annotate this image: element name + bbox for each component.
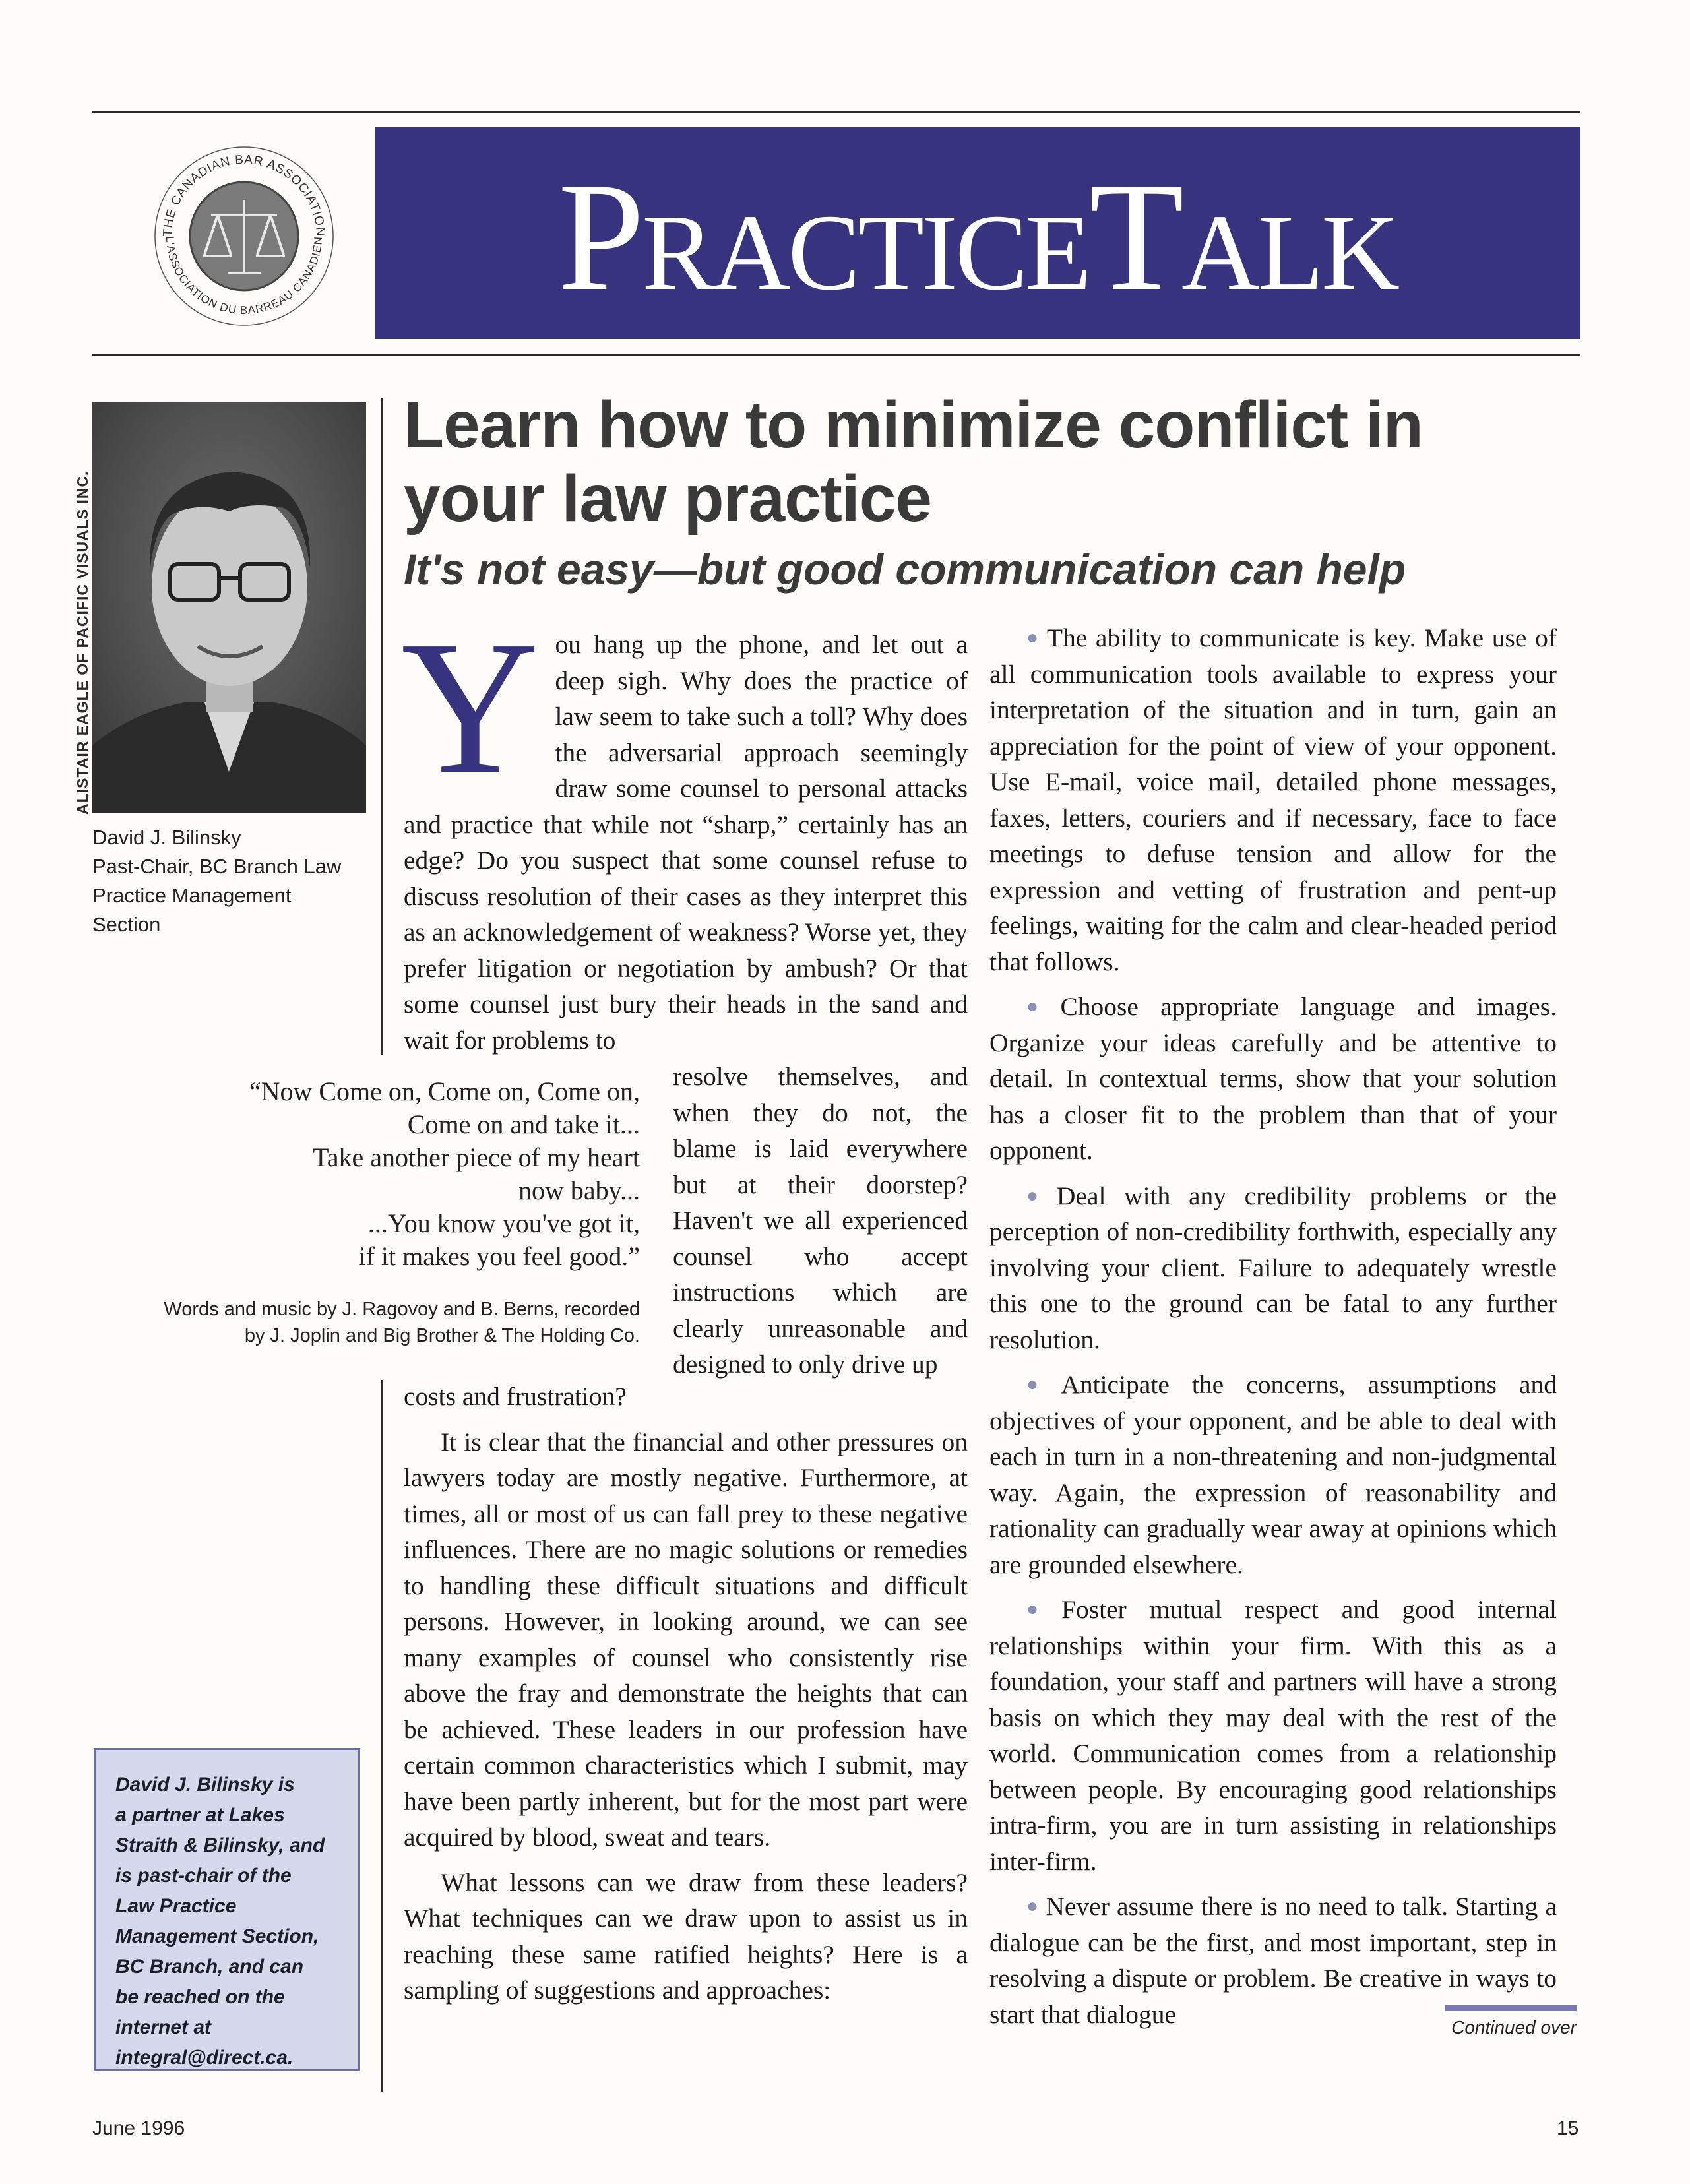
body-lower-column [404, 1379, 968, 2018]
paragraph-3: What lessons can we draw from these leaders? What techniques can we draw upon to assist us in reaching these same ratified heights? Here is a sampling of suggestions and approaches: [404, 1867, 968, 2005]
intro-ending: costs and frustration? [404, 1382, 627, 1411]
author-bio-box [94, 1748, 360, 2071]
bio-line: Law Practice [115, 1895, 237, 1917]
photo-caption [92, 823, 383, 939]
caption-line: Section [92, 913, 161, 936]
bullet-item: ● Anticipate the concerns, assumptions and objectives of your opponent, and be able to deal with each in turn in a non-threatening and non-judgmental way. Again, the expression of reasonability and rationality can gradually wear away at opinions which are grounded elsewhere. [989, 1370, 1557, 1579]
masthead-title: PracticeTalk [557, 151, 1398, 323]
bullet-item: ● Choose appropriate language and images. Organize your ideas carefully and be attentive to detail. In contextual terms, show that your solution has a closer fit to the problem than that of your opponent. [989, 992, 1557, 1165]
author-photo [92, 402, 366, 813]
cba-seal-logo [152, 144, 336, 328]
caption-line: Past-Chair, BC Branch Law [92, 855, 342, 878]
lyric-line: now baby... [518, 1175, 640, 1205]
continued-over: Continued over [1451, 2017, 1577, 2038]
bullet-item: ● Foster mutual respect and good internal relationships within your firm. With this as a foundation, your staff and partners will have a strong basis on which they may deal with the rest of the world. Communication comes from a relationship between people. By encouraging good relationships intra-firm, you are in turn assisting in relationships inter-firm. [989, 1595, 1557, 1876]
bio-line: BC Branch, and can [115, 1956, 304, 1978]
intro-continuation: resolve themselves, and when they do not, the blame is laid everywhere but at their doorstep? Haven't we all experienced counsel who accept instructions which are clearly unreasonable and designed to only drive up [673, 1062, 968, 1379]
lyric-credit-line: by J. Joplin and Big Brother & The Holding Co. [244, 1325, 640, 1346]
paragraph-2: It is clear that the financial and other pressures on lawyers today are mostly negative. Furthermore, at times, all or most of us can fall prey to these negative influences. There are no magic solutions or remedies to handling these difficult situations and difficult persons. However, in looking around, we can see many examples of counsel who consistently rise above the fray and demonstrate the heights that can be achieved. These leaders in our profession have certain common characteristics which I submit, may have been partly inherent, but for the most part were acquired by blood, sweat and tears. [404, 1427, 968, 1852]
bio-line: Straith & Bilinsky, and [115, 1834, 325, 1856]
lyric-line: “Now Come on, Come on, Come on, [249, 1076, 640, 1106]
article-subhead: It's not easy—but good communication can help [404, 545, 1406, 594]
lyric-line: if it makes you feel good.” [358, 1241, 640, 1271]
lyric-credit [99, 1296, 640, 1349]
photo-credit: ALISTAIR EAGLE OF PACIFIC VISUALS INC. [74, 470, 91, 815]
continued-rule [1445, 2005, 1577, 2011]
masthead-bottom-rule [92, 354, 1580, 356]
bullet-icon: ● [1026, 1598, 1055, 1620]
logo-text-top: THE CANADIAN BAR ASSOCIATION [160, 152, 328, 237]
bullet-item: ● The ability to communicate is key. Make use of all communication tools available to express your interpretation of the situation and in turn, gain an appreciation for the point of view of your opponent. Use E-mail, voice mail, detailed phone messages, faxes, letters, couriers and if necessary, face to face meetings to defuse tension and allow for the expression and vetting of frustration and pent-up feelings, waiting for the calm and clear-headed period that follows. [989, 623, 1557, 976]
drop-cap: Y [401, 602, 540, 813]
bullet-item: ● Deal with any credibility problems or the perception of non-credibility forthwith, especially any involving your client. Failure to adequately wrestle this one to the ground can be fatal to any further resolution. [989, 1181, 1557, 1354]
suggestions-column [989, 620, 1557, 2042]
footer-date: June 1996 [92, 2117, 185, 2139]
lyric-line: ...You know you've got it, [367, 1208, 640, 1238]
bio-line: David J. Bilinsky is [115, 1774, 295, 1795]
bullet-icon: ● [1026, 1895, 1040, 1917]
caption-line: Practice Management [92, 884, 292, 907]
bullet-icon: ● [1026, 995, 1054, 1017]
logo-text-bottom: L'ASSOCIATION DU BARREAU CANADIEN [163, 235, 325, 317]
top-rule [92, 111, 1580, 113]
masthead-banner [375, 127, 1580, 339]
bullet-icon: ● [1026, 1184, 1050, 1206]
bullet-icon: ● [1026, 1373, 1055, 1395]
article-headline: Learn how to minimize conflict in your law practice [404, 388, 1423, 536]
caption-line: David J. Bilinsky [92, 826, 241, 849]
bio-line: Management Section, [115, 1925, 319, 1947]
bio-line: is past-chair of the [115, 1865, 292, 1887]
column-rule [381, 398, 383, 1055]
page-number: 15 [1557, 2117, 1579, 2139]
intro-text: ou hang up the phone, and let out a deep sigh. Why does the practice of law seem to take such a toll? Why does the adversarial approach seemingly draw some counsel to personal attacks and practice that while not “sharp,” certainly has an edge? Do you suspect that some counsel refuse to discuss resolution of their cases as they interpret this as an acknowledgement of weakness? Worse yet, they prefer litigation or negotiation by ambush? Or that some counsel just bury their heads in the sand and wait for problems to [404, 630, 968, 1055]
lyric-quote [99, 1075, 640, 1273]
bio-line: internet at [115, 2016, 212, 2038]
bio-line: be reached on the [115, 1986, 285, 2008]
intro-paragraph [401, 602, 968, 1058]
lyric-credit-line: Words and music by J. Ragovoy and B. Berns, recorded [164, 1299, 640, 1320]
bullet-icon: ● [1026, 627, 1040, 648]
column-rule-lower [381, 1380, 383, 2092]
bullet-item: ● Never assume there is no need to talk. Starting a dialogue can be the first, and most important, step in resolving a dispute or problem. Be creative in ways to start that dialogue [989, 1892, 1557, 2029]
bio-email: integral@direct.ca. [115, 2047, 294, 2069]
lyric-line: Take another piece of my heart [313, 1142, 640, 1172]
lyric-line: Come on and take it... [407, 1109, 640, 1139]
bio-line: a partner at Lakes [115, 1804, 285, 1826]
